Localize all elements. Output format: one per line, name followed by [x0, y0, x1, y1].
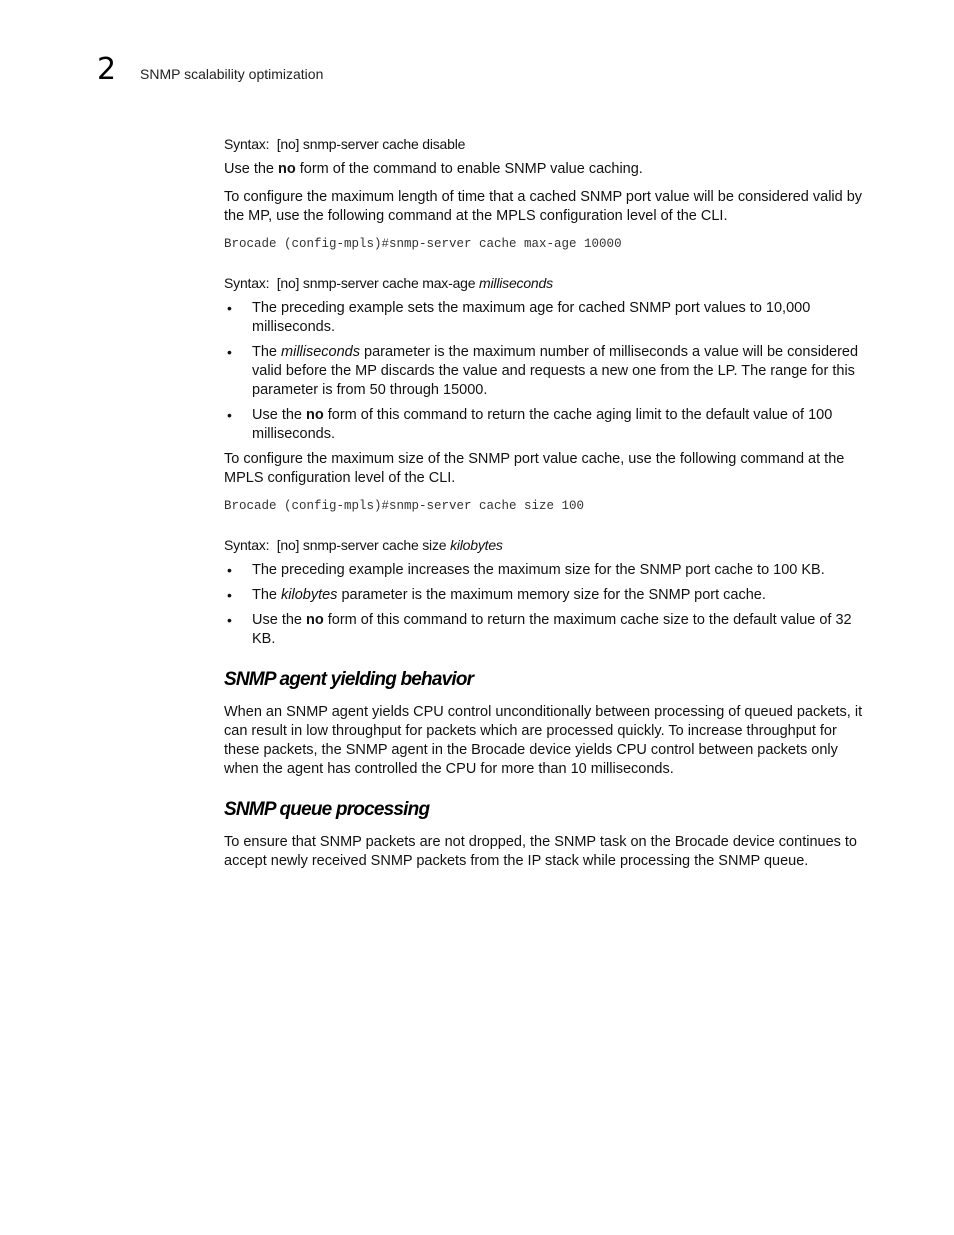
bullet-icon: • — [227, 300, 232, 316]
bullet-list-cache-size — [224, 561, 868, 649]
keyword-no: no — [306, 407, 324, 423]
bullet-list-max-age — [224, 299, 868, 444]
running-header-title: SNMP scalability optimization — [140, 66, 324, 82]
document-body — [224, 134, 868, 880]
paragraph-enable-caching: Use the no form of the command to enable SNMP value caching. — [224, 161, 643, 177]
code-example-max-age: Brocade (config-mpls)#snmp-server cache max-age 10000 — [224, 237, 622, 251]
code-example-cache-size: Brocade (config-mpls)#snmp-server cache size 100 — [224, 499, 585, 513]
syntax-parameter: kilobytes — [450, 537, 503, 553]
chapter-number: 2 — [97, 52, 117, 87]
list-item: • Use the no form of this command to return the cache aging limit to the default value of 100 milliseconds. — [227, 407, 833, 442]
list-item: • The preceding example sets the maximum age for cached SNMP port values to 10,000 milliseconds. — [227, 300, 811, 335]
paragraph-cache-size-intro: To configure the maximum size of the SNMP port value cache, use the following command at the MPLS configuration level of the CLI. — [224, 451, 845, 486]
list-item: • The milliseconds parameter is the maximum number of milliseconds a value will be considered valid before the MP discards the value and requests a new one from the LP. The range for this parameter is from 50 through 15000. — [227, 344, 859, 398]
paragraph-max-age-intro: To configure the maximum length of time that a cached SNMP port value will be considered valid by the MP, use the following command at the MPLS configuration level of the CLI. — [224, 189, 863, 224]
list-item: • The preceding example increases the maximum size for the SNMP port cache to 100 KB. — [227, 562, 825, 578]
keyword-no: no — [278, 161, 296, 177]
syntax-line-cache-size — [224, 535, 868, 555]
bullet-icon: • — [227, 612, 232, 628]
bullet-icon: • — [227, 587, 232, 603]
parameter-name: kilobytes — [281, 587, 338, 603]
syntax-parameter: milliseconds — [479, 275, 553, 291]
syntax-label: Syntax: — [224, 275, 270, 291]
section-heading-yielding: SNMP agent yielding behavior — [224, 669, 474, 690]
list-item: • Use the no form of this command to return the maximum cache size to the default value of 32 KB. — [227, 612, 852, 647]
syntax-command: [no] snmp-server cache disable — [276, 136, 466, 152]
list-item: • The kilobytes parameter is the maximum memory size for the SNMP port cache. — [227, 587, 766, 603]
keyword-no: no — [306, 612, 324, 628]
paragraph-yielding: When an SNMP agent yields CPU control unconditionally between processing of queued packets, it can result in low throughput for packets which are processed quickly. To increase throughput for these packets, the SNMP agent in the Brocade device yields CPU control between packets only when the agent has controlled the CPU for more than 10 milliseconds. — [224, 704, 863, 777]
syntax-label: Syntax: — [224, 136, 270, 152]
parameter-name: milliseconds — [281, 344, 360, 360]
syntax-line-cache-disable — [224, 134, 868, 154]
syntax-command: [no] snmp-server cache max-age — [276, 275, 476, 291]
bullet-icon: • — [227, 407, 232, 423]
syntax-line-max-age — [224, 273, 868, 293]
bullet-icon: • — [227, 344, 232, 360]
section-heading-queue: SNMP queue processing — [224, 799, 430, 820]
syntax-command: [no] snmp-server cache size — [276, 537, 447, 553]
syntax-label: Syntax: — [224, 537, 270, 553]
paragraph-queue: To ensure that SNMP packets are not dropped, the SNMP task on the Brocade device continues to accept newly received SNMP packets from the IP stack while processing the SNMP queue. — [224, 834, 858, 869]
bullet-icon: • — [227, 562, 232, 578]
